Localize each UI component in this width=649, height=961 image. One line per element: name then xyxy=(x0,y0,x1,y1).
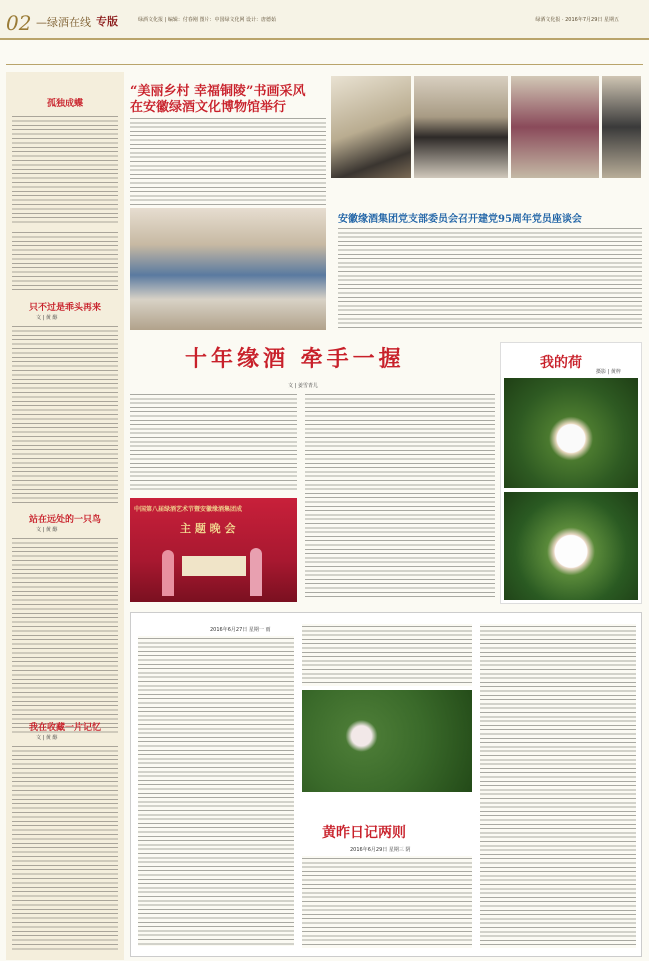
left-text xyxy=(12,114,118,224)
left-text xyxy=(12,230,118,290)
diary-text xyxy=(302,624,472,686)
sidebar-title: 我的荷 xyxy=(540,355,582,371)
diary-text xyxy=(138,636,294,946)
header-date: 绿酒文化报 · 2016年7月29日 星期五 xyxy=(535,17,619,23)
left-section-title: 站在远处的一只鸟 xyxy=(28,515,101,525)
article1-title: “美丽乡村 幸福铜陵”书画采风 xyxy=(130,84,306,99)
article3-text xyxy=(130,392,297,490)
article3-title: 十年缘酒 牵手一握 xyxy=(185,346,405,372)
diary-text xyxy=(480,624,636,948)
article3-photo xyxy=(130,498,297,602)
left-text xyxy=(12,536,118,736)
article2-text xyxy=(338,226,642,330)
certificate xyxy=(182,556,246,576)
lotus-photo xyxy=(504,378,638,488)
article3-byline: 文 | 姜雪青儿 xyxy=(288,383,318,389)
diary-photo xyxy=(302,690,472,792)
left-column xyxy=(6,72,124,960)
figure xyxy=(250,548,262,596)
left-byline: 文 | 黄 醇 xyxy=(36,315,58,321)
left-byline: 文 | 黄 醇 xyxy=(36,735,58,741)
lotus-photo xyxy=(504,492,638,600)
section-name: —绿酒在线 xyxy=(36,16,91,29)
article1-photo xyxy=(414,76,508,178)
page-header xyxy=(0,0,649,40)
page-number: 02 xyxy=(6,11,32,35)
column-tag: 专版 xyxy=(96,15,118,28)
left-byline: 文 | 黄 醇 xyxy=(36,527,58,533)
left-section-title: 只不过是乖头再来 xyxy=(28,303,101,313)
article2-title: 安徽缘酒集团党支部委员会召开建党95周年党员座谈会 xyxy=(338,214,582,225)
banner-text: 中国第八届绿酒艺术节暨安徽缘酒集团成 xyxy=(134,506,243,513)
article1-title: 在安徽绿酒文化博物馆举行 xyxy=(130,100,287,115)
banner-text: 主 题 晚 会 xyxy=(180,522,236,535)
diary-text xyxy=(302,856,472,948)
article2-photo xyxy=(130,208,326,330)
article3-text xyxy=(305,392,495,600)
left-text xyxy=(12,324,118,504)
left-text xyxy=(12,744,118,952)
figure xyxy=(162,550,174,596)
diary-date: 2016年6月27日 星期一 雨 xyxy=(210,627,271,633)
article1-photo xyxy=(602,76,641,178)
left-section-title: 我在收藏一片记忆 xyxy=(28,723,101,733)
header-meta: 绿酒文化报 | 编辑：付春刚 图片：中国绿文化网 设计：唐德茹 xyxy=(138,17,277,23)
left-section-title: 孤独成蝶 xyxy=(46,99,83,109)
article1-photo xyxy=(331,76,411,178)
diary-title: 黄昨日记两则 xyxy=(322,825,406,841)
divider xyxy=(6,64,643,65)
sidebar-credit: 摄影 | 黄梓 xyxy=(596,369,621,375)
article1-text xyxy=(130,116,326,206)
article1-photo xyxy=(511,76,599,178)
diary-date: 2016年6月29日 星期三 阴 xyxy=(350,847,411,853)
